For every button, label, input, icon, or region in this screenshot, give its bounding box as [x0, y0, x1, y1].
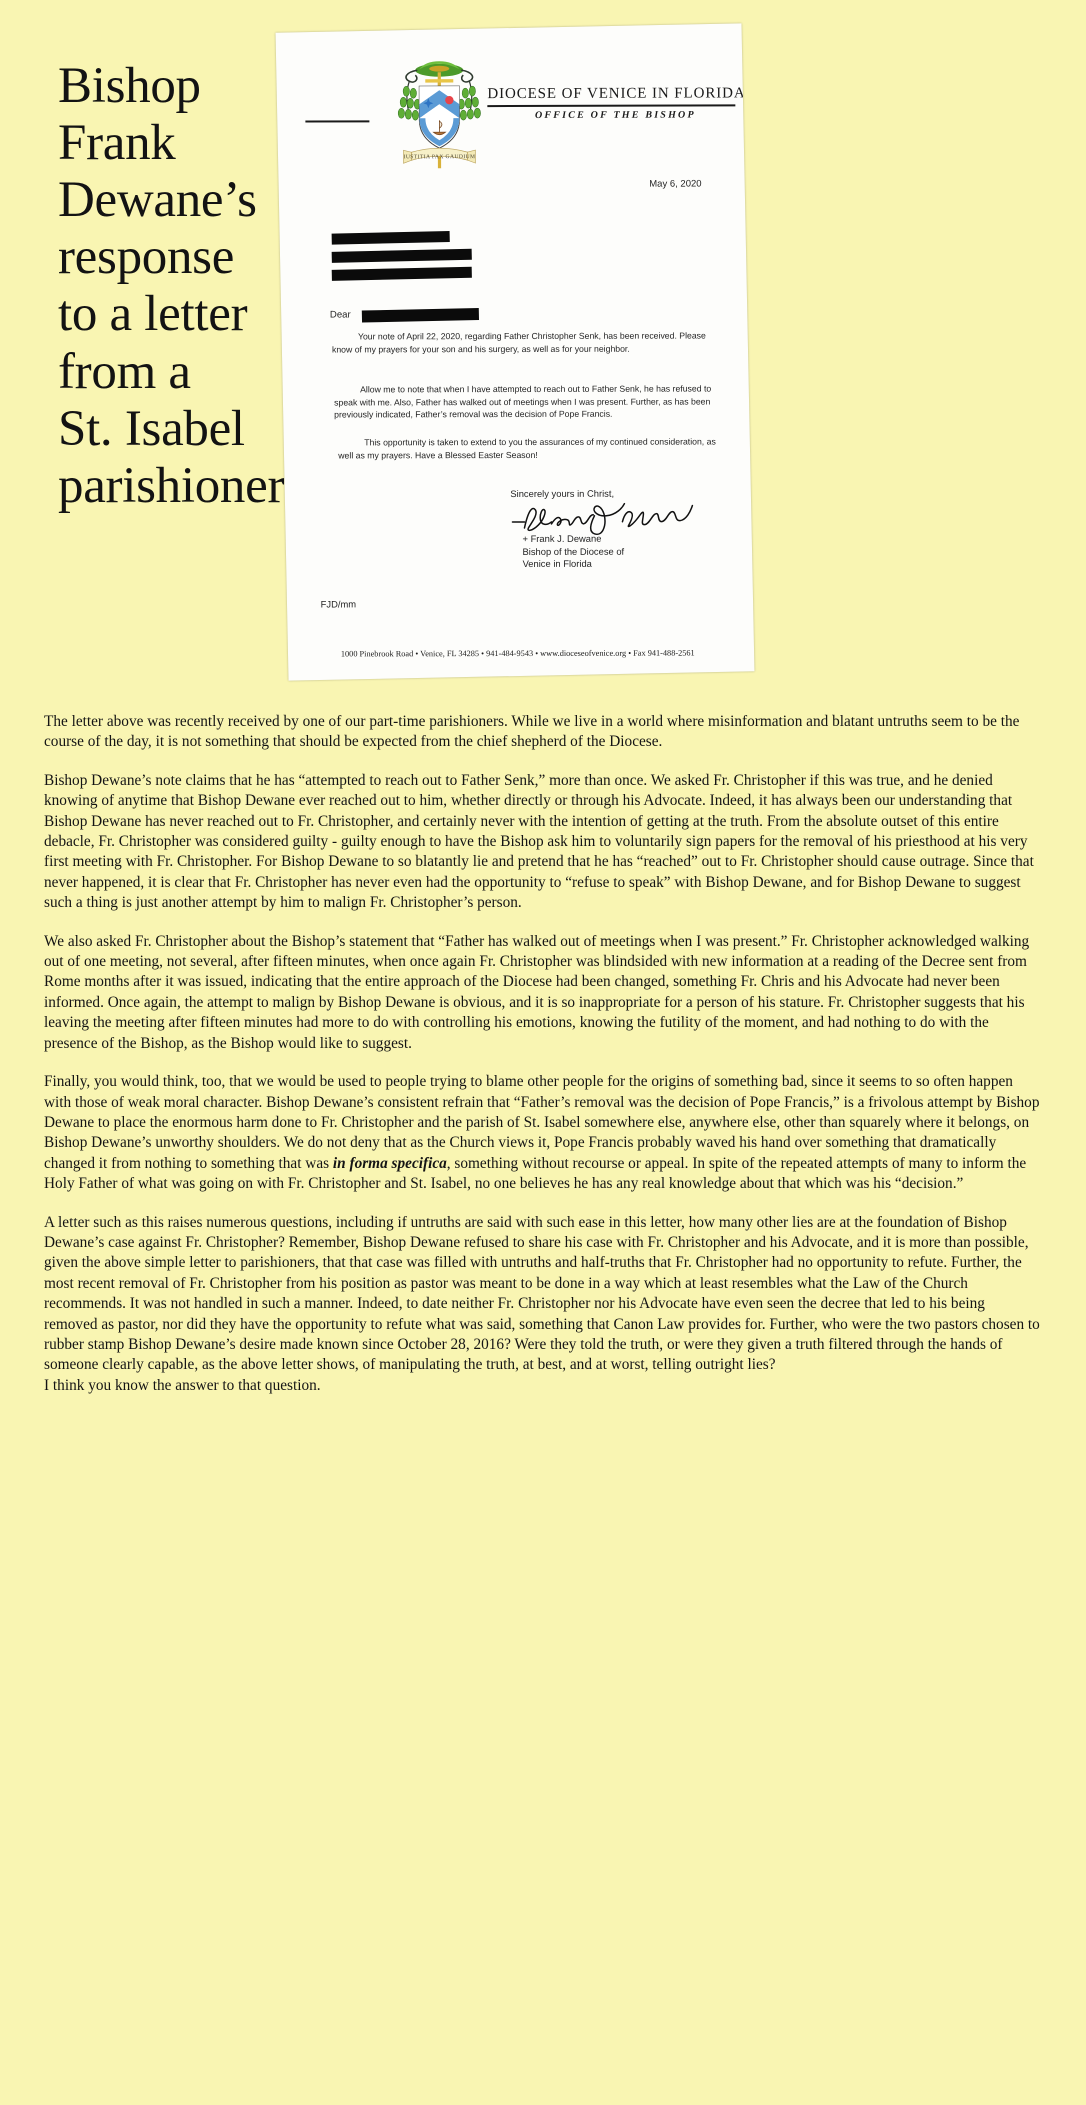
headline-line: Frank	[58, 115, 176, 172]
article-paragraph: Bishop Dewane’s note claims that he has “attempted to reach out to Father Senk,” more than once. We asked Fr. Christopher if this was true, and he denied knowing of anytime that Bishop Dewane ever reached out to him, whether directly or through his Advocate. Indeed, it has always been our understanding that Bishop Dewane has never reached out to Fr. Christopher, and certainly never with the intention of getting at the truth. From the absolute outset of this entire debacle, Fr. Christopher was considered guilty - guilty enough to have the Bishop ask him to voluntarily sign papers for the removal of his priesthood at his very first meeting with Fr. Christopher. For Bishop Dewane to so blatantly lie and pretend that he has “reached” out to Fr. Christopher should cause outrage. Since that never happened, it is clear that Fr. Christopher has never even had the opportunity to “refuse to speak” with Bishop Dewane, and for Bishop Dewane to suggest such a thing is just another attempt by him to malign Fr. Christopher’s person.	[44, 771, 1034, 912]
letterhead-subtitle: OFFICE OF THE BISHOP	[534, 109, 696, 121]
article-paragraph: A letter such as this raises numerous questions, including if untruths are said with such ease in this letter, how many other lies are at the foundation of Bishop Dewane’s case against Fr. Christopher? Remember, Bishop Dewane refused to share his case with Fr. Christopher and his Advocate, and it is more than possible, given the above simple letter to parishioners, that that case was filled with untruths and half-truths that Fr. Christopher had no opportunity to refute. Further, the most recent removal of Fr. Christopher from his position as pastor was meant to be done in a way which at least resembles what the Law of the Church recommends. It was not handled in such a manner. Indeed, to date neither Fr. Christopher nor his Advocate have even seen the decree that led to his being removed as pastor, nor did they have the opportunity to refute what was said, something that Canon Law provides for. Further, who were the two pastors chosen to rubber stamp Bishop Dewane’s desire made known since October 28, 2016? Were they told the truth, or were they given a truth filtered through the hands of someone clearly capable, as the above letter shows, of manipulating the truth, at best, and at worst, telling outright lies?	[44, 1213, 1040, 1374]
letter-paragraph: Your note of April 22, 2020, regarding Father Christopher Senk, has been received. Please know of my prayers for your son and his surgery, as well as for your neighbor.	[331, 330, 706, 355]
letter-date: May 6, 2020	[649, 178, 702, 190]
headline-line: Bishop	[58, 58, 201, 114]
article-closing-line: I think you know the answer to that question.	[44, 1376, 321, 1394]
letterhead-title: DIOCESE OF VENICE IN FLORIDA	[487, 85, 746, 103]
redaction-address-line-1	[332, 231, 450, 245]
signature-block	[522, 533, 624, 571]
article-text: , something without recourse or appeal. In spite of the repeated attempts of many to inform the Holy Father of what was going on with Fr. Christopher and St. Isabel, no one believes he has any real knowledge about that which was his “decision.”	[44, 1154, 1027, 1193]
headline-line: Dewane’s	[58, 172, 257, 229]
redaction-address-line-2	[332, 249, 472, 263]
article-paragraph: The letter above was recently received by one of our part-time parishioners. While we live in a world where misinformation and blatant untruths seem to be the course of the day, it is not something that should be expected from the chief shepherd of the Diocese.	[44, 713, 1020, 751]
svg-text:IUSTITIA PAX GAUDIUM: IUSTITIA PAX GAUDIUM	[403, 154, 476, 161]
article-text: Finally, you would think, too, that we would be used to people trying to blame other people for the origins of something bad, since it seems to so often happen with those of weak moral character. Bishop Dewane’s consistent refrain that “Father’s removal was the decision of Pope Francis,” is a frivolous attempt by Bishop Dewane to place the enormous harm done to Fr. Christopher and the parish of St. Isabel somewhere else, anywhere else, other than squarely where it belongs, on Bishop Dewane’s unworthy shoulders. We do not deny that as the Church views it, Pope Francis probably waved his hand over something that dramatically changed it from nothing to something that was	[44, 1073, 1040, 1172]
letter-page	[276, 23, 755, 680]
scanned-letter-image	[282, 28, 752, 688]
letter-body	[281, 27, 749, 676]
headline-line: parishioner	[58, 457, 285, 514]
letter-paragraph: This opportunity is taken to extend to you the assurances of my continued consideration, as well as my prayers. Have a Blessed Easter Season!	[338, 436, 716, 461]
signature-name: + Frank J. Dewane	[522, 532, 602, 544]
headline-line: from a	[58, 343, 191, 400]
headline-line: to a letter	[58, 286, 248, 343]
article-emphasis: in forma specifica	[332, 1154, 447, 1172]
hero-section	[0, 0, 1086, 700]
redaction-recipient-name	[362, 308, 479, 323]
letter-salutation: Dear	[329, 309, 351, 321]
article-paragraph: We also asked Fr. Christopher about the Bishop’s statement that “Father has walked out of meetings when I was present.” Fr. Christopher acknowledged walking out of one meeting, not several, after fifteen minutes, when once again Fr. Christopher was blindsided with new information at a reading of the Decree sent from Rome months after it was issued, indicating that the entire approach of the Diocese had been changed, something Fr. Chris and his Advocate had never been informed. Once again, the attempt to malign by Bishop Dewane is obvious, and it is so inappropriate for a person of his stature. Fr. Christopher suggests that his leaving the meeting after fifteen minutes had more to do with controlling his emotions, knowing the futility of the moment, and had nothing to do with the presence of the Bishop, as the Bishop would like to suggest.	[44, 932, 1030, 1052]
letter-initials: FJD/mm	[320, 598, 357, 610]
letter-closing: Sincerely yours in Christ,	[510, 487, 615, 500]
headline-line: St. Isabel	[58, 400, 245, 457]
redaction-address-line-3	[332, 267, 472, 281]
headline-line: response	[58, 229, 235, 286]
signature-title-line-1: Bishop of the Diocese of	[522, 545, 625, 557]
page-title	[58, 58, 298, 515]
article-paragraph	[44, 1072, 1042, 1194]
letter-paragraph: Allow me to note that when I have attempted to reach out to Father Senk, he has refused to speak with me. Also, Father has walked out of meetings when I was present. Further, as has been previously indicated, Father’s removal was the decision of Pope Francis.	[334, 383, 712, 420]
signature-title-line-2: Venice in Florida	[522, 558, 592, 570]
letterhead-footer: 1000 Pinebrook Road • Venice, FL 34285 • 941-484-9543 • www.dioceseofvenice.org • Fax 941-488-2561	[340, 648, 695, 659]
article-body	[44, 712, 1042, 1396]
